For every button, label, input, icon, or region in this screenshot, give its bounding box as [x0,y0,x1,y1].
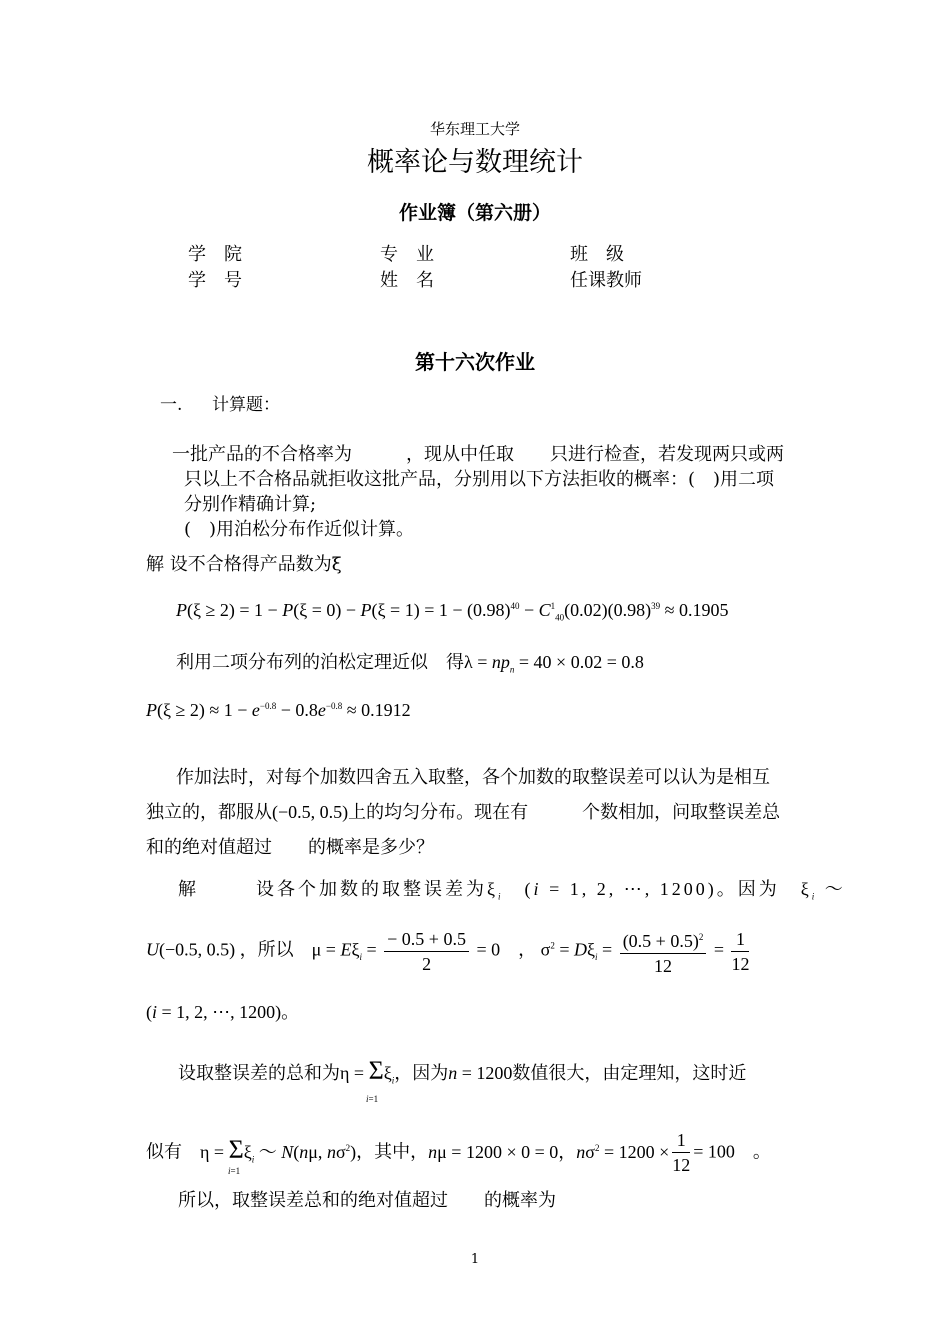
field-class: 班 级 [570,244,624,265]
problem2-sol-label: 解 [178,879,196,900]
section-title: 第十六次作业 [415,350,535,374]
page-number: 1 [470,1252,480,1267]
university-name: 华东理工大学 [429,120,520,138]
part-label: 计算题： [212,395,280,415]
poisson-intro: 利用二项分布列的泊松定理近似 得 [176,652,464,673]
formula-exact: $P(\xi \ge 2) = 1 - P(\xi = 0) - P(\xi = 1) = 1 - (0.98)^{40} - C^1_{40}(0.02)(0.98)^{39} \approx 0.1905$ [176,600,729,623]
large-text: 数值很大，由定理知，这时近 [512,1063,747,1084]
problem1-line1: 一批产品的不合格率为 ，现从中任取 只进行检查，若发现两只或两 [172,444,784,465]
field-name: 姓 名 [380,270,434,291]
problem2-sol-because: 。因为 [716,879,780,900]
exact-result: 0.1905 [679,600,729,620]
problem1-line4: ( )用泊松分布作近似计算。 [184,519,415,540]
n-value: 1200 [476,1063,513,1083]
formula-approx: $P(\xi \ge 2) \approx 1 - e^{-0.8} - 0.8e^{-0.8} \approx 0.1912$ [146,700,411,720]
among-word: ，其中， [356,1141,429,1163]
problem1-line2: 只以上不合格品就拒收这批产品，分别用以下方法拒收的概率：( )用二项 [184,469,775,490]
approx-word: 似有 [146,1141,182,1163]
sum-intro: 设取整误差的总和为 [178,1063,340,1084]
formula-mean-var: U(−0.5, 0.5) ，所以 $\mu = E\xi_i$ = $\frac{- 0.5 + 0.5}{2}$ = 0 ， $\sigma^2 = D\xi_i$ = $\frac{(0.5 + 0.5)^2}{12}$ = $\frac{1}{12}$ [146,925,752,978]
field-teacher: 任课教师 [570,270,642,291]
sum-index-2: i=1 [228,1166,241,1176]
sum-line: 设取整误差的总和为$\eta = \Sigma\xi_i$，因为n = 1200数值很大，由定理知，这时近 [178,1056,747,1086]
course-title: 概率论与数理统计 [367,147,583,178]
problem2-line2: 独立的，都服从(−0.5, 0.5)上的均匀分布。现在有 个数相加，问取整误差总 [146,802,781,823]
problem2-line2a: 独立的，都服从 [146,802,272,823]
because-n: ，因为 [394,1063,449,1084]
problem2-line2b: 上的均匀分布。现在有 个数相加，问取整误差总 [348,802,781,823]
book-title: 作业簿（第六册） [398,202,551,224]
final-line: 所以，取整误差总和的绝对值超过 的概率为 [178,1190,556,1211]
problem1-line3: 分别作精确计算; [184,494,317,515]
field-college: 学 院 [188,244,242,265]
problem2-line3: 和的绝对值超过 的概率是多少？ [146,837,434,858]
so-word: 所以 [257,939,294,960]
part-number: 一. [160,395,183,415]
sum-index-1: i=1 [366,1094,379,1104]
problem2-sol-text: 设各个加数的取整误差为 [256,879,487,900]
problem2-line1: 作加法时，对每个加数四舍五入取整，各个加数的取整误差可以认为是相互 [176,767,770,788]
field-student-id: 学 号 [188,270,242,291]
poisson-line: 利用二项分布列的泊松定理近似 得$\lambda = np_n = 40 \times 0.02 = 0.8$ [176,652,644,675]
approx-result: 0.1912 [361,700,411,720]
index-range: (i = 1, 2, ⋯, 1200)。 [146,1002,300,1022]
problem2-sol-line: 设各个加数的取整误差为$\xi_i$ (i = 1, 2, ⋯, 1200)。因为 $\xi_i$ ～ [256,879,846,902]
approx-line: 似有 $\eta = \Sigma\xi_i$ ～ N(nμ, $n\sigma^2$)，其中，nμ = 1200 × 0 = 0，$n\sigma^2 = 1200$ × $\frac{1}{12}$ = 100 。 [146,1130,771,1175]
field-major: 专 业 [380,244,434,265]
problem1-solution-intro: 解 设不合格得产品数为ξ [146,554,342,575]
